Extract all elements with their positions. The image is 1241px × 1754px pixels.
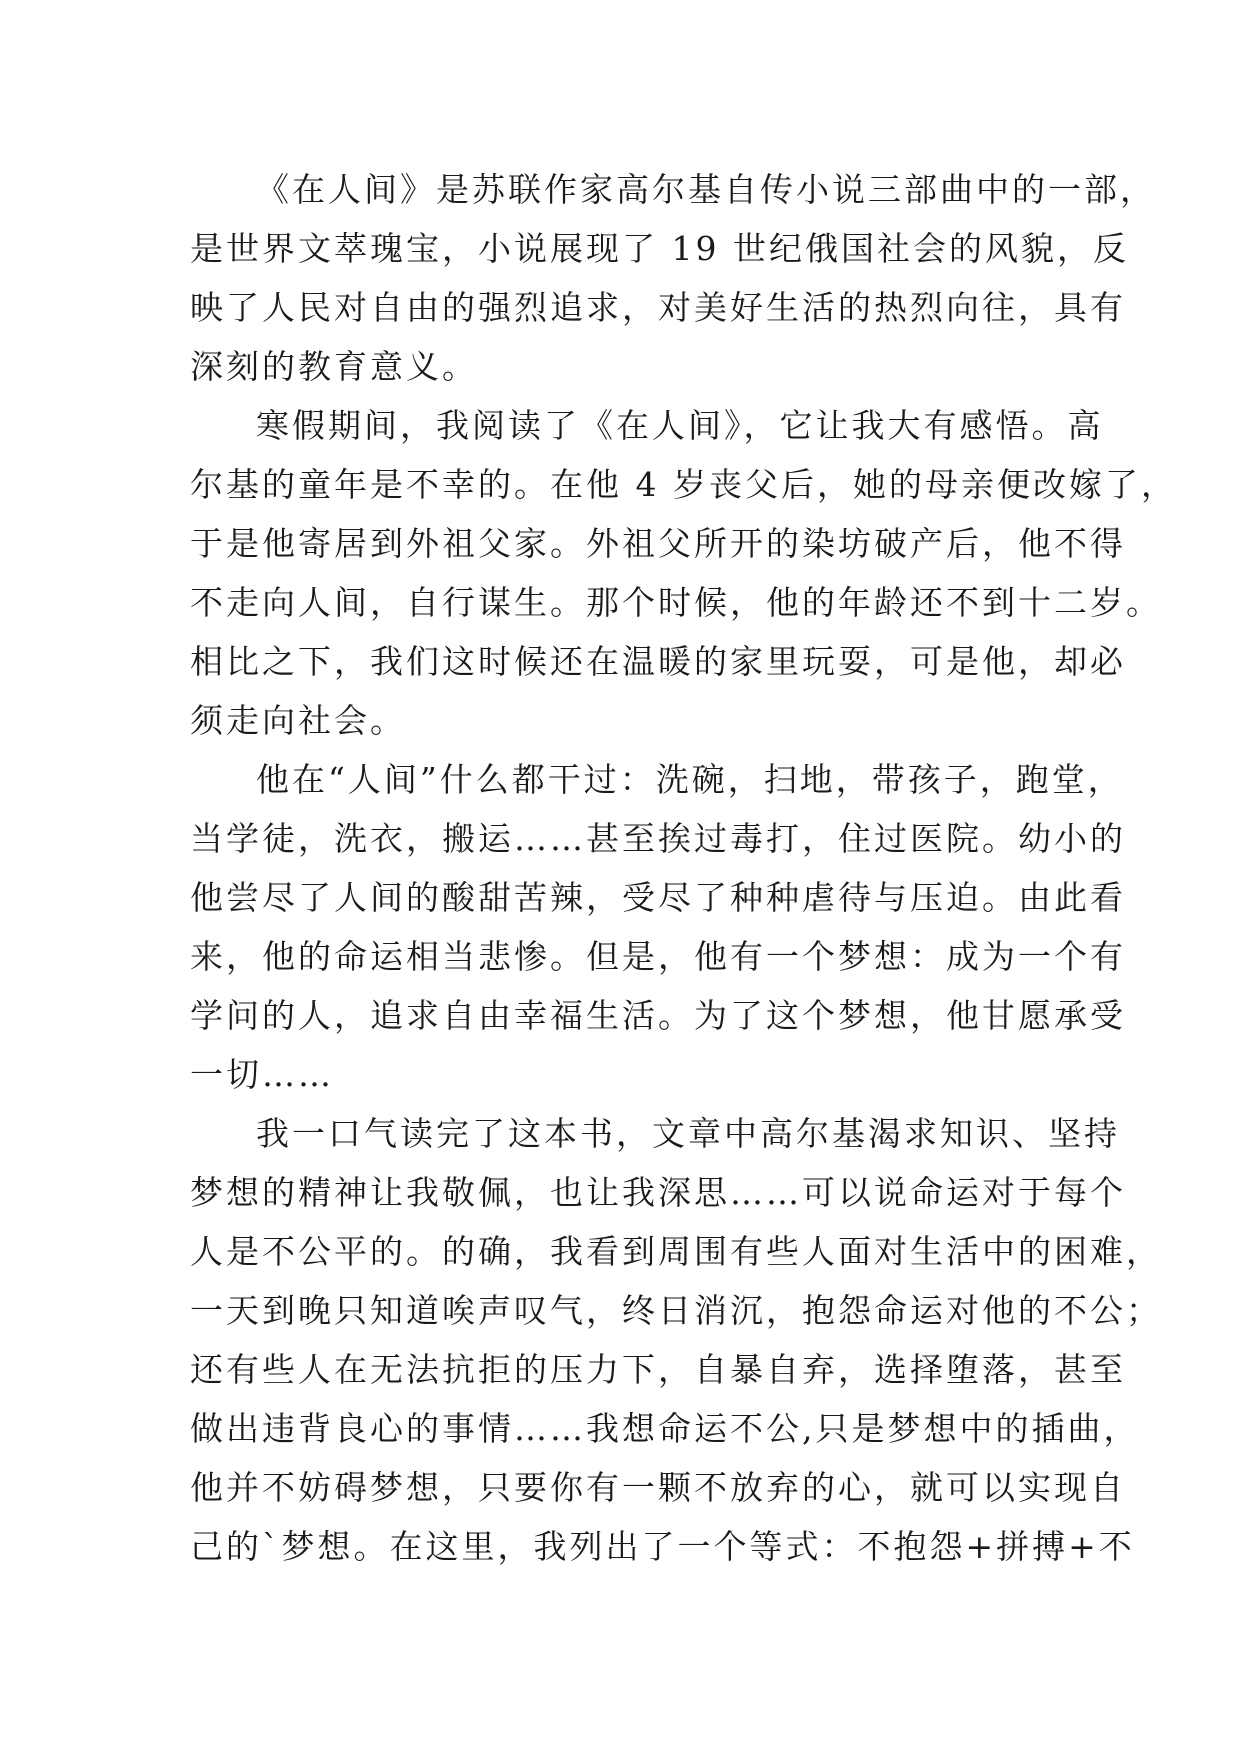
text-line: 尔基的童年是不幸的。在他 4 岁丧父后，她的母亲便改嫁了， [190,465,1177,504]
text-line: 己的`梦想。在这里，我列出了一个等式：不抱怨+拼搏+不 [190,1527,1135,1566]
text-line: 学问的人，追求自由幸福生活。为了这个梦想，他甘愿承受 [190,996,1126,1035]
paragraph-3 [190,750,1126,1104]
text-line: 梦想的精神让我敬佩，也让我深思……可以说命运对于每个 [190,1173,1126,1212]
text-line: 他并不妨碍梦想，只要你有一颗不放弃的心，就可以实现自 [190,1468,1126,1507]
paragraph-1 [190,160,1156,396]
text-line: 他尝尽了人间的酸甜苦辣，受尽了种种虐待与压迫。由此看 [190,878,1126,917]
text-line: 当学徒，洗衣，搬运……甚至挨过毒打，住过医院。幼小的 [190,819,1126,858]
text-line: 《在人间》是苏联作家高尔基自传小说三部曲中的一部， [256,170,1156,209]
text-line: 是世界文萃瑰宝，小说展现了 19 世纪俄国社会的风貌，反 [190,229,1129,268]
text-line: 我一口气读完了这本书，文章中高尔基渴求知识、坚持 [256,1114,1120,1153]
text-line: 映了人民对自由的强烈追求，对美好生活的热烈向往，具有 [190,288,1126,327]
text-line: 来，他的命运相当悲惨。但是，他有一个梦想：成为一个有 [190,937,1126,976]
text-line: 一切…… [190,1055,334,1094]
text-line: 还有些人在无法抗拒的压力下，自暴自弃，选择堕落，甚至 [190,1350,1126,1389]
text-line: 做出违背良心的事情……我想命运不公,只是梦想中的插曲， [190,1409,1140,1448]
text-line: 相比之下，我们这时候还在温暖的家里玩耍，可是他，却必 [190,642,1126,681]
paragraph-4 [190,1104,1162,1576]
text-line: 须走向社会。 [190,701,406,740]
text-line: 于是他寄居到外祖父家。外祖父所开的染坊破产后，他不得 [190,524,1126,563]
text-line: 他在“人间”什么都干过：洗碗，扫地，带孩子，跑堂， [256,760,1124,799]
text-line: 深刻的教育意义。 [190,347,478,386]
body-text [190,160,1177,1576]
text-line: 不走向人间，自行谋生。那个时候，他的年龄还不到十二岁。 [190,583,1162,622]
text-line: 一天到晚只知道唉声叹气，终日消沉，抱怨命运对他的不公； [190,1291,1162,1330]
text-line: 寒假期间，我阅读了《在人间》，它让我大有感悟。高 [256,406,1104,445]
text-line: 人是不公平的。的确，我看到周围有些人面对生活中的困难， [190,1232,1162,1271]
paragraph-2 [190,396,1177,750]
